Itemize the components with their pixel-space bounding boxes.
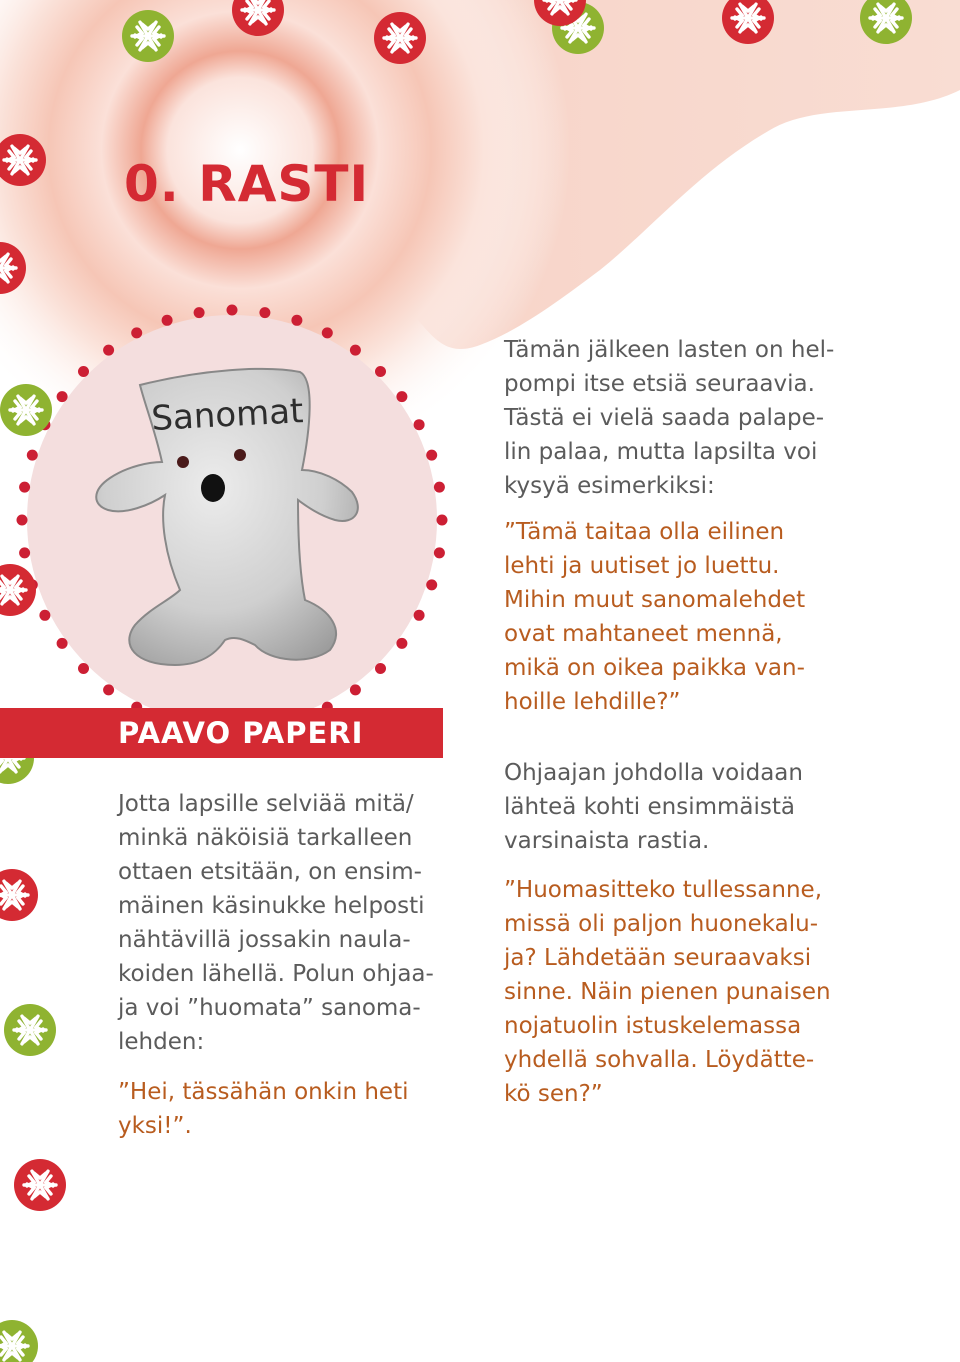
ring-dot [350, 345, 361, 356]
intro-quote: ”Hei, tässähän onkin heti yksi!”. [118, 1079, 409, 1139]
ring-dot [227, 305, 238, 316]
ring-dot [291, 315, 302, 326]
newspaper-quote: ”Tämä taitaa olla eilinen lehti ja uutiset jo luettu. Mihin muut sanomalehdet ovat mahtaneet mennä, mikä on oikea paikka van- hoille lehdille?” [504, 519, 806, 715]
ring-dot [375, 366, 386, 377]
ring-dot [396, 391, 407, 402]
snowflake-icon [4, 1004, 56, 1056]
banner-title: PAAVO PAPERI [118, 716, 364, 750]
snowflake-icon [0, 1320, 38, 1362]
ring-dot [78, 663, 89, 674]
ring-dot [19, 482, 30, 493]
snowflake-icon [374, 12, 426, 64]
ring-dot [162, 315, 173, 326]
ring-dot [437, 515, 448, 526]
ring-dot [19, 547, 30, 558]
ring-dot [57, 391, 68, 402]
ring-dot [350, 684, 361, 695]
ring-dot [375, 663, 386, 674]
ring-dot [426, 579, 437, 590]
photo-label: Sanomat [150, 391, 305, 439]
ring-dot [103, 684, 114, 695]
ring-dot [103, 345, 114, 356]
ring-dot [414, 610, 425, 621]
next-steps-paragraph: Tämän jälkeen lasten on hel- pompi itse etsiä seuraavia. Tästä ei vielä saada palape- lin palaa, mutta lapsilta voi kysyä esimerkiksi: [504, 337, 835, 499]
snowflake-icon [122, 10, 174, 62]
snowflake-icon [0, 384, 52, 436]
snowflake-icon [0, 869, 38, 921]
ring-dot [39, 610, 50, 621]
ring-dot [27, 450, 38, 461]
intro-paragraph: Jotta lapsille selviää mitä/ minkä näköisiä tarkalleen ottaen etsitään, on ensim- mäinen käsinukke helposti nähtävillä jossakin naula- koiden lähellä. Polun ohjaa- ja voi ”huomata” sanoma- lehden: [118, 791, 434, 1055]
title-banner [0, 708, 443, 758]
snowflake-icon [14, 1159, 66, 1211]
ring-dot [426, 450, 437, 461]
ring-dot [322, 327, 333, 338]
ring-dot [78, 366, 89, 377]
snowflake-icon [0, 564, 36, 616]
ring-dot [414, 419, 425, 430]
ring-dot [259, 307, 270, 318]
ring-dot [131, 327, 142, 338]
page-heading: 0. RASTI [124, 155, 370, 213]
ring-dot [17, 515, 28, 526]
guide-paragraph: Ohjaajan johdolla voidaan lähteä kohti ensimmäistä varsinaista rastia. [504, 760, 803, 854]
ring-dot [194, 307, 205, 318]
ring-dot [434, 547, 445, 558]
ring-dot [434, 482, 445, 493]
ring-dot [396, 638, 407, 649]
furniture-quote: ”Huomasitteko tullessanne, missä oli paljon huonekalu- ja? Lähdetään seuraavaksi sinne. Näin pienen punaisen nojatuolin istuskelemassa yhdellä sohvalla. Löydätte- kö sen?” [504, 877, 831, 1107]
ring-dot [57, 638, 68, 649]
